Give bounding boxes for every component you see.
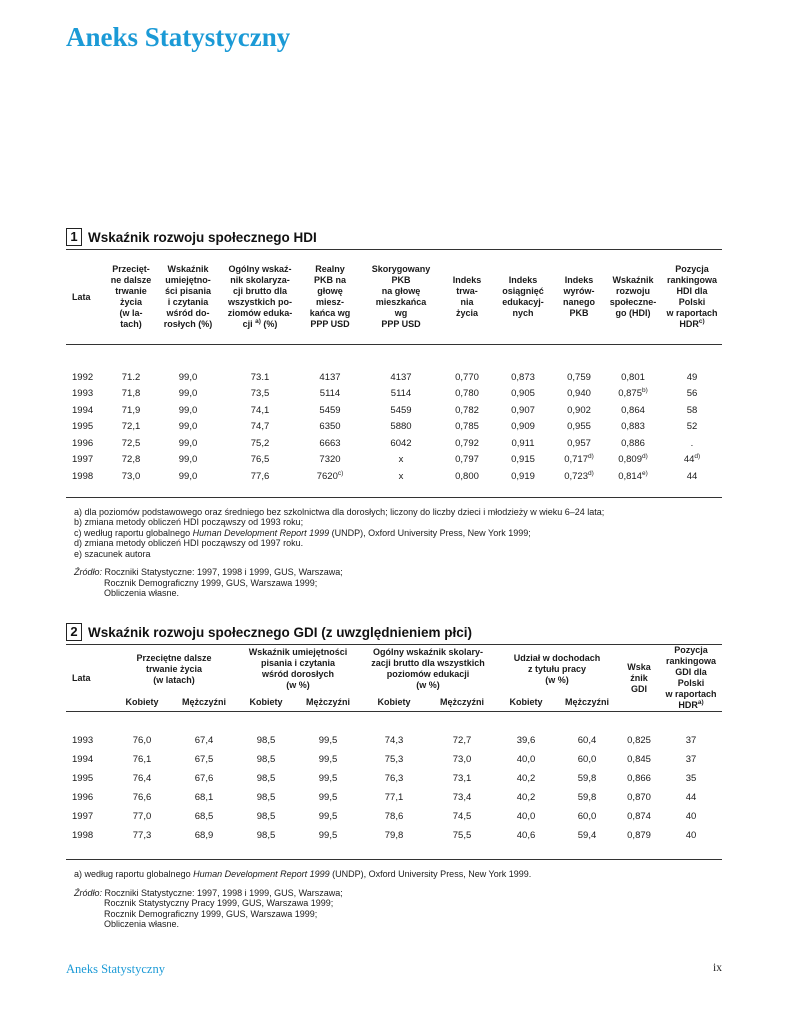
table-cell: 75,3 <box>384 754 404 765</box>
table-cell: 74,1 <box>250 404 270 416</box>
table-cell: 1994 <box>72 404 94 416</box>
table-cell: 68,9 <box>194 830 214 841</box>
table-cell: 0,785 <box>455 421 479 433</box>
table-cell: 0,909 <box>511 421 535 433</box>
table1-col-header: Realny PKB na głowę miesz- kańca wg PPP USD <box>309 264 351 329</box>
table2-header <box>66 645 722 711</box>
table2 <box>66 645 722 845</box>
table-cell: 79,8 <box>384 830 404 841</box>
table1-header-row <box>66 250 722 344</box>
table-cell: 7320 <box>319 454 341 466</box>
table-cell: 0,845 <box>627 754 651 765</box>
source-line: Obliczenia własne. <box>104 588 180 598</box>
table-cell: 60,0 <box>577 811 597 822</box>
table-cell: 1993 <box>72 388 94 400</box>
table-cell: 0,875$^{b)}$ <box>618 387 648 400</box>
footnote: e) szacunek autora <box>74 548 151 559</box>
table-cell: 0,864 <box>621 404 645 416</box>
table-cell: 60,0 <box>577 754 597 765</box>
table-cell: 1996 <box>72 792 94 803</box>
table1-number: 1 <box>66 228 82 246</box>
table-cell: 0,957 <box>567 437 591 449</box>
table-cell: 77,6 <box>250 470 270 482</box>
table-cell: 0,905 <box>511 388 535 400</box>
table-cell: 0,814$^{e)}$ <box>618 469 648 482</box>
source-line: Rocznik Demograficzny 1999, GUS, Warszawa 1999; <box>104 908 318 919</box>
table2-notes <box>74 869 722 930</box>
table-cell: 98,5 <box>256 830 276 841</box>
table-cell: 74,5 <box>452 811 472 822</box>
table-cell: 0,873 <box>511 371 535 383</box>
table-cell: 71.2 <box>121 371 141 383</box>
table-cell: 72,1 <box>121 421 141 433</box>
table-cell: 98,5 <box>256 792 276 803</box>
table-cell: 76,6 <box>132 792 152 803</box>
source-line: Rocznik Demograficzny 1999, GUS, Warszawa 1999; <box>104 577 318 588</box>
table-cell: 5880 <box>390 421 412 433</box>
table-cell: 1997 <box>72 454 94 466</box>
table-cell: 71,8 <box>121 388 141 400</box>
table1 <box>66 250 722 485</box>
footnote: c) według raportu globalnego Human Development Report 1999 (UNDP), Oxford University Press, New York 1999; <box>74 527 531 538</box>
table-cell: 40,6 <box>516 830 536 841</box>
table-cell: 99,5 <box>318 792 338 803</box>
table-cell: 0,915 <box>511 454 535 466</box>
table-cell: 49 <box>686 371 698 383</box>
table-cell: 98,5 <box>256 735 276 746</box>
table1-col-header: Przecięt- ne dalsze trwanie życia (w la- tach) <box>110 264 152 329</box>
table1-notes <box>74 507 722 599</box>
table-cell: 0,886 <box>621 437 645 449</box>
page-number: ix <box>713 962 722 974</box>
table-cell: 37 <box>685 754 697 765</box>
table-cell: 1992 <box>72 371 94 383</box>
table1-col-header: Wskaźnik rozwoju społeczne- go (HDI) <box>609 275 657 318</box>
table-cell: 5114 <box>390 388 412 400</box>
table2-col-header: Pozycja rankingowa GDI dla Polski w raportach HDR$^{a)}$ <box>665 645 717 710</box>
table-cell: 0,919 <box>511 470 535 482</box>
source-line: Rocznik Statystyczny Pracy 1999, GUS, Warszawa 1999; <box>104 898 334 908</box>
table2-title: Wskaźnik rozwoju społecznego GDI (z uwzględnieniem płci) <box>88 624 473 640</box>
table-cell: 5459 <box>319 404 341 416</box>
table-cell: 0,883 <box>621 421 645 433</box>
table1-source <box>74 567 722 599</box>
table2-col-header: Mężczyźni <box>565 696 610 707</box>
table-cell: 99,0 <box>178 388 198 400</box>
footnote: a) dla poziomów podstawowego oraz średniego bez szkolnictwa dla dorosłych; liczony do liczby dzieci i młodzieży w wieku 6–24 lata; <box>74 506 605 517</box>
table-cell: 0,782 <box>455 404 479 416</box>
table2-heading <box>66 623 722 641</box>
table2-col-header: Przeciętne dalsze trwanie życia (w latach) <box>136 652 212 685</box>
table2-col-header: Mężczyźni <box>306 696 351 707</box>
table-cell: 35 <box>685 773 697 784</box>
table-cell: 0,955 <box>567 421 591 433</box>
table-cell: 77,0 <box>132 811 152 822</box>
table-cell: 40,0 <box>516 811 536 822</box>
table-cell: 0,870 <box>627 792 651 803</box>
table-cell: 75,5 <box>452 830 472 841</box>
table2-col-header: Ogólny wskaźnik skolary- zacji brutto dla wszystkich poziomów edukacji (w %) <box>371 647 485 690</box>
table2-col-header: Kobiety <box>377 696 411 707</box>
table-cell: 0,801 <box>621 371 645 383</box>
table1-col-header: Lata <box>72 291 91 302</box>
table2-col-header: Udział w dochodach z tytułu pracy (w %) <box>513 652 601 685</box>
table-cell: 7620$^{c)}$ <box>316 469 344 482</box>
table-cell: x <box>398 470 404 482</box>
table1-col-header: Indeks osiągnięć edukacyj- nych <box>502 275 544 318</box>
table-cell: . <box>690 437 694 449</box>
table-cell: 59,4 <box>577 830 597 841</box>
table-cell: 56 <box>686 388 698 400</box>
source-line: Obliczenia własne. <box>104 919 180 929</box>
table-cell: 52 <box>686 421 698 433</box>
table-row <box>66 468 722 485</box>
page-title: Aneks Statystyczny <box>66 22 291 52</box>
table-cell: 4137 <box>390 371 412 383</box>
table-cell: 73,4 <box>452 792 472 803</box>
table-cell: 74,7 <box>250 421 270 433</box>
table2-number: 2 <box>66 623 82 641</box>
table1-col-header: Ogólny wskaź- nik skolaryza- cji brutto dla wszystkich po- ziomów eduka- cji $^{a)}$ (%) <box>227 264 293 329</box>
table-cell: 99,0 <box>178 437 198 449</box>
table-cell: 68,1 <box>194 792 214 803</box>
table-cell: 68,5 <box>194 811 214 822</box>
table-row <box>66 807 722 826</box>
table-cell: 0,797 <box>455 454 479 466</box>
table-row <box>66 826 722 845</box>
table1-col-header: Indeks trwa- nia życia <box>452 275 482 318</box>
table-cell: 40,0 <box>516 754 536 765</box>
table-cell: 40 <box>685 811 697 822</box>
table-cell: 76,0 <box>132 735 152 746</box>
table-cell: 0,866 <box>627 773 651 784</box>
table-cell: 76,4 <box>132 773 152 784</box>
table-cell: 99,5 <box>318 773 338 784</box>
table-cell: 72,5 <box>121 437 141 449</box>
table-cell: 0,940 <box>567 388 591 400</box>
table-cell: 58 <box>686 404 698 416</box>
table1-title: Wskaźnik rozwoju społecznego HDI <box>88 229 317 245</box>
table1-heading <box>66 228 722 246</box>
table-row <box>66 435 722 452</box>
table-cell: 0,717$^{d)}$ <box>564 453 594 466</box>
table-cell: 37 <box>685 735 697 746</box>
table2-col-header: Kobiety <box>125 696 159 707</box>
table-cell: 0,723$^{d)}$ <box>564 469 594 482</box>
table2-col-header: Wskaźnik umiejętności pisania i czytania wśród dorosłych (w %) <box>248 647 348 690</box>
table-cell: 99,0 <box>178 454 198 466</box>
table2-col-header: Kobiety <box>509 696 543 707</box>
table-cell: 99,0 <box>178 371 198 383</box>
table2-section <box>66 623 722 930</box>
table2-col-header: Wska źnik GDI <box>627 661 651 694</box>
table-cell: 0,874 <box>627 811 651 822</box>
table-cell: 6042 <box>390 437 412 449</box>
table-cell: 98,5 <box>256 754 276 765</box>
table-row <box>66 769 722 788</box>
table-cell: 98,5 <box>256 811 276 822</box>
table-cell: 1998 <box>72 470 94 482</box>
table-cell: 60,4 <box>577 735 597 746</box>
table-cell: 0,907 <box>511 404 535 416</box>
table-cell: 0,792 <box>455 437 479 449</box>
table-cell: 99,5 <box>318 830 338 841</box>
table-cell: 0,911 <box>511 437 535 449</box>
table-cell: 71,9 <box>121 404 141 416</box>
table1-col-header: Skorygowany PKB na głowę mieszkańca wg PPP USD <box>371 264 431 329</box>
table-cell: 77,3 <box>132 830 152 841</box>
table2-col-header: Lata <box>72 672 91 683</box>
table-cell: 0,780 <box>455 388 479 400</box>
table-cell: 40,2 <box>516 773 536 784</box>
table-cell: 4137 <box>319 371 341 383</box>
table-row <box>66 731 722 750</box>
table1-col-header: Pozycja rankingowa HDI dla Polski w raportach HDR$^{c)}$ <box>666 264 718 329</box>
table2-source <box>74 888 722 930</box>
table-cell: 1997 <box>72 811 94 822</box>
table-cell: 77,1 <box>384 792 404 803</box>
table-cell: 44$^{d)}$ <box>683 453 701 466</box>
table-row <box>66 452 722 469</box>
footer-section-title: Aneks Statystyczny <box>66 962 165 976</box>
table-cell: 98,5 <box>256 773 276 784</box>
table-cell: 0,825 <box>627 735 651 746</box>
table-row <box>66 369 722 386</box>
table-cell: 76,5 <box>250 454 270 466</box>
table-cell: 1995 <box>72 773 94 784</box>
table-cell: 1998 <box>72 830 94 841</box>
table-cell: 73.1 <box>250 371 270 383</box>
table2-col-header: Kobiety <box>249 696 283 707</box>
table-row <box>66 386 722 403</box>
table-cell: 73,0 <box>452 754 472 765</box>
table-cell: 59,8 <box>577 773 597 784</box>
table-cell: 73,0 <box>121 470 141 482</box>
table-cell: 1994 <box>72 754 94 765</box>
table-cell: 1996 <box>72 437 94 449</box>
table-cell: 78,6 <box>384 811 404 822</box>
table-cell: 99,0 <box>178 470 198 482</box>
table-cell: 40,2 <box>516 792 536 803</box>
table-cell: 75,2 <box>250 437 270 449</box>
table-cell: 99,5 <box>318 754 338 765</box>
table-cell: 73,1 <box>452 773 472 784</box>
footnote: a) według raportu globalnego Human Development Report 1999 (UNDP), Oxford University Press, New York 1999. <box>74 869 532 879</box>
table-cell: 72,8 <box>121 454 141 466</box>
table-cell: 74,3 <box>384 735 404 746</box>
table-cell: 59,8 <box>577 792 597 803</box>
table2-body <box>66 731 722 845</box>
table-cell: 76,3 <box>384 773 404 784</box>
table-cell: 99,0 <box>178 404 198 416</box>
table-cell: 67,6 <box>194 773 214 784</box>
table-cell: 6350 <box>319 421 341 433</box>
table-cell: 0,902 <box>567 404 591 416</box>
table2-col-header: Mężczyźni <box>182 696 227 707</box>
table-cell: 1995 <box>72 421 94 433</box>
table-cell: 73,5 <box>250 388 270 400</box>
table-cell: 67,5 <box>194 754 214 765</box>
table-cell: 0,809$^{d)}$ <box>618 453 648 466</box>
table-cell: 5459 <box>390 404 412 416</box>
table-cell: 0,770 <box>455 371 479 383</box>
table1-col-header: Indeks wyrów- nanego PKB <box>562 275 595 318</box>
table-row <box>66 750 722 769</box>
table-cell: 0,879 <box>627 830 651 841</box>
table-cell: 0,759 <box>567 371 591 383</box>
source-line: Źródło: Roczniki Statystyczne: 1997, 1998 i 1999, GUS, Warszawa; <box>74 887 343 898</box>
table-cell: 39,6 <box>516 735 536 746</box>
table1-col-header: Wskaźnik umiejętno- ści pisania i czytania wśród do- rosłych (%) <box>163 264 213 329</box>
footnote: b) zmiana metody obliczeń HDI począwszy od 1993 roku; <box>74 517 304 527</box>
table-row <box>66 788 722 807</box>
table-cell: x <box>398 454 404 466</box>
table-cell: 6663 <box>319 437 341 449</box>
table-cell: 44 <box>685 792 697 803</box>
table-cell: 99,5 <box>318 811 338 822</box>
table-cell: 72,7 <box>452 735 472 746</box>
table-cell: 99,5 <box>318 735 338 746</box>
footnote: d) zmiana metody obliczeń HDI począwszy od 1997 roku. <box>74 538 304 548</box>
table1-section <box>66 228 722 599</box>
source-line: Źródło: Roczniki Statystyczne: 1997, 1998 i 1999, GUS, Warszawa; <box>74 567 343 577</box>
table-cell: 5114 <box>319 388 341 400</box>
table2-col-header: Mężczyźni <box>440 696 485 707</box>
table-cell: 1993 <box>72 735 94 746</box>
table2-header-row <box>66 645 722 693</box>
table1-body <box>66 369 722 485</box>
table-cell: 67,4 <box>194 735 214 746</box>
table-row <box>66 402 722 419</box>
table-cell: 99,0 <box>178 421 198 433</box>
table-cell: 76,1 <box>132 754 152 765</box>
table-cell: 40 <box>685 830 697 841</box>
table-cell: 44 <box>686 470 698 482</box>
table-cell: 0,800 <box>455 470 479 482</box>
table-row <box>66 419 722 436</box>
